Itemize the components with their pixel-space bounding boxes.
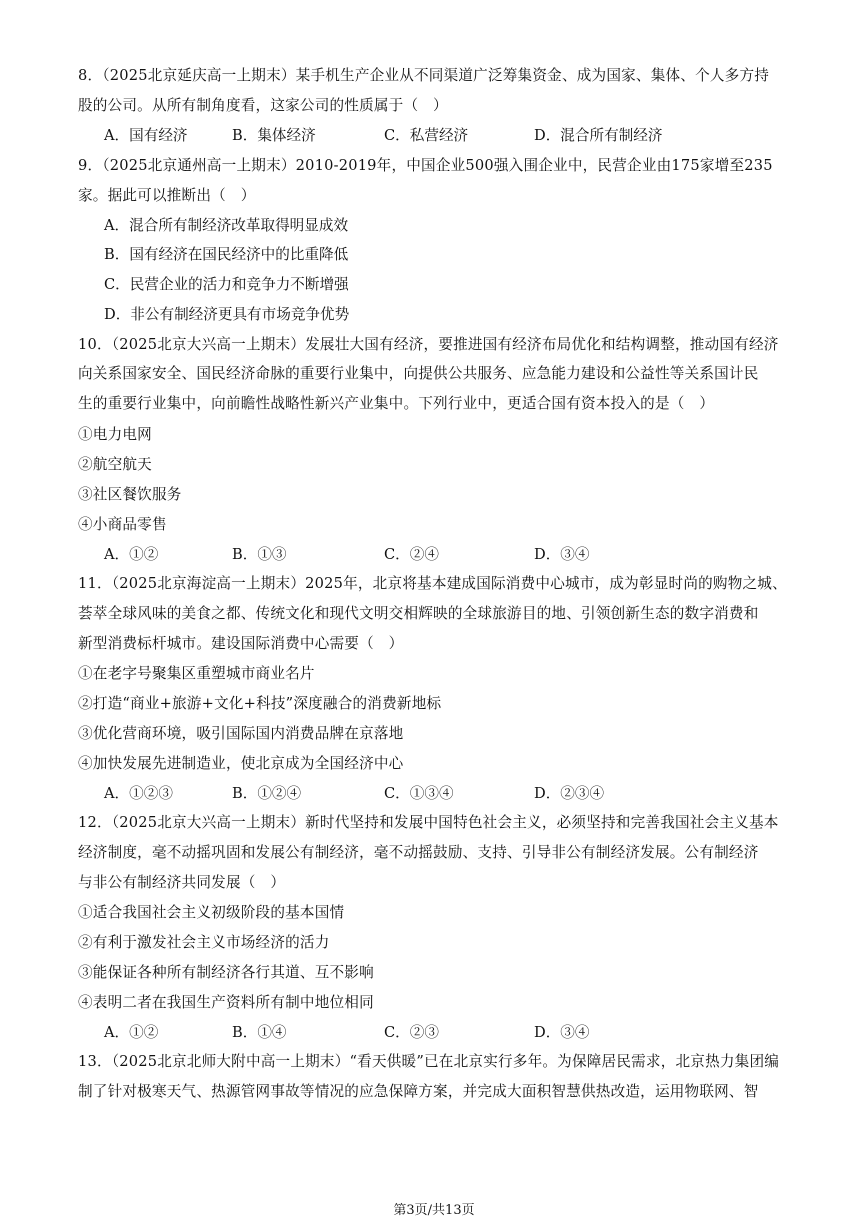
question-12-item-2: ②有利于激发社会主义市场经济的活力 xyxy=(78,934,330,951)
option-d: D．③④ xyxy=(534,1024,590,1041)
question-8-line-1: 8．（2025北京延庆高一上期末）某手机生产企业从不同渠道广泛筹集资金、成为国家、集体、个人多方持 xyxy=(78,67,770,84)
option-d: D．非公有制经济更具有市场竞争优势 xyxy=(104,306,350,323)
question-9-line-1: 9．（2025北京通州高一上期末）2010-2019年，中国企业500强入围企业中，民营企业由175家增至235 xyxy=(78,157,773,174)
question-12-line-1: 12．（2025北京大兴高一上期末）新时代坚持和发展中国特色社会主义，必须坚持和完善我国社会主义基本 xyxy=(78,814,779,831)
option-b: B．国有经济在国民经济中的比重降低 xyxy=(104,246,349,263)
question-11-item-3: ③优化营商环境，吸引国际国内消费品牌在京落地 xyxy=(78,725,404,742)
option-c: C．民营企业的活力和竞争力不断增强 xyxy=(104,276,349,293)
question-11-line-2: 荟萃全球风味的美食之都、传统文化和现代文明交相辉映的全球旅游目的地、引领创新生态的数字消费和 xyxy=(78,605,759,622)
question-11-item-4: ④加快发展先进制造业，使北京成为全国经济中心 xyxy=(78,755,404,772)
option-a: A．①② xyxy=(104,546,159,563)
question-9-line-2: 家。据此可以推断出（ ） xyxy=(78,187,256,204)
page-number-footer: 第3页/共13页 xyxy=(393,1203,475,1218)
option-d: D．③④ xyxy=(534,546,590,563)
question-11-line-1: 11．（2025北京海淀高一上期末）2025年，北京将基本建成国际消费中心城市，成为彰显时尚的购物之城、 xyxy=(78,575,787,592)
question-12-item-4: ④表明二者在我国生产资料所有制中地位相同 xyxy=(78,994,374,1011)
option-c: C．①③④ xyxy=(384,785,454,802)
question-10-line-1: 10．（2025北京大兴高一上期末）发展壮大国有经济，要推进国有经济布局优化和结构调整，推动国有经济 xyxy=(78,336,779,353)
option-b: B．集体经济 xyxy=(232,127,316,144)
option-b: B．①③ xyxy=(232,546,287,563)
question-12-line-3: 与非公有制经济共同发展（ ） xyxy=(78,874,286,891)
question-12-line-2: 经济制度，毫不动摇巩固和发展公有制经济，毫不动摇鼓励、支持、引导非公有制经济发展。公有制经济 xyxy=(78,844,759,861)
option-a: A．①② xyxy=(104,1024,159,1041)
question-11-item-2: ②打造“商业+旅游+文化+科技”深度融合的消费新地标 xyxy=(78,695,442,712)
option-a: A．①②③ xyxy=(104,785,173,802)
option-a: A．混合所有制经济改革取得明显成效 xyxy=(104,217,349,234)
question-10-item-1: ①电力电网 xyxy=(78,426,152,443)
question-10-item-3: ③社区餐饮服务 xyxy=(78,486,182,503)
question-10-line-3: 生的重要行业集中，向前瞻性战略性新兴产业集中。下列行业中，更适合国有资本投入的是（ ） xyxy=(78,395,715,412)
question-13-line-2: 制了针对极寒天气、热源管网事故等情况的应急保障方案，并完成大面积智慧供热改造，运用物联网、智 xyxy=(78,1083,759,1100)
option-c: C．私营经济 xyxy=(384,127,469,144)
option-b: B．①④ xyxy=(232,1024,287,1041)
question-13-line-1: 13．（2025北京北师大附中高一上期末）“看天供暖”已在北京实行多年。为保障居民需求，北京热力集团编 xyxy=(78,1053,780,1070)
option-d: D．混合所有制经济 xyxy=(534,127,663,144)
option-c: C．②③ xyxy=(384,1024,439,1041)
option-a: A．国有经济 xyxy=(104,127,188,144)
question-12-item-3: ③能保证各种所有制经济各行其道、互不影响 xyxy=(78,964,374,981)
question-10-line-2: 向关系国家安全、国民经济命脉的重要行业集中，向提供公共服务、应急能力建设和公益性等关系国计民 xyxy=(78,365,759,382)
question-10-item-2: ②航空航天 xyxy=(78,456,152,473)
question-11-item-1: ①在老字号聚集区重塑城市商业名片 xyxy=(78,665,315,682)
question-11-line-3: 新型消费标杆城市。建设国际消费中心需要（ ） xyxy=(78,635,404,652)
option-d: D．②③④ xyxy=(534,785,605,802)
option-b: B．①②④ xyxy=(232,785,302,802)
question-8-line-2: 股的公司。从所有制角度看，这家公司的性质属于（ ） xyxy=(78,97,448,114)
question-12-item-1: ①适合我国社会主义初级阶段的基本国情 xyxy=(78,904,345,921)
option-c: C．②④ xyxy=(384,546,439,563)
question-10-item-4: ④小商品零售 xyxy=(78,516,167,533)
